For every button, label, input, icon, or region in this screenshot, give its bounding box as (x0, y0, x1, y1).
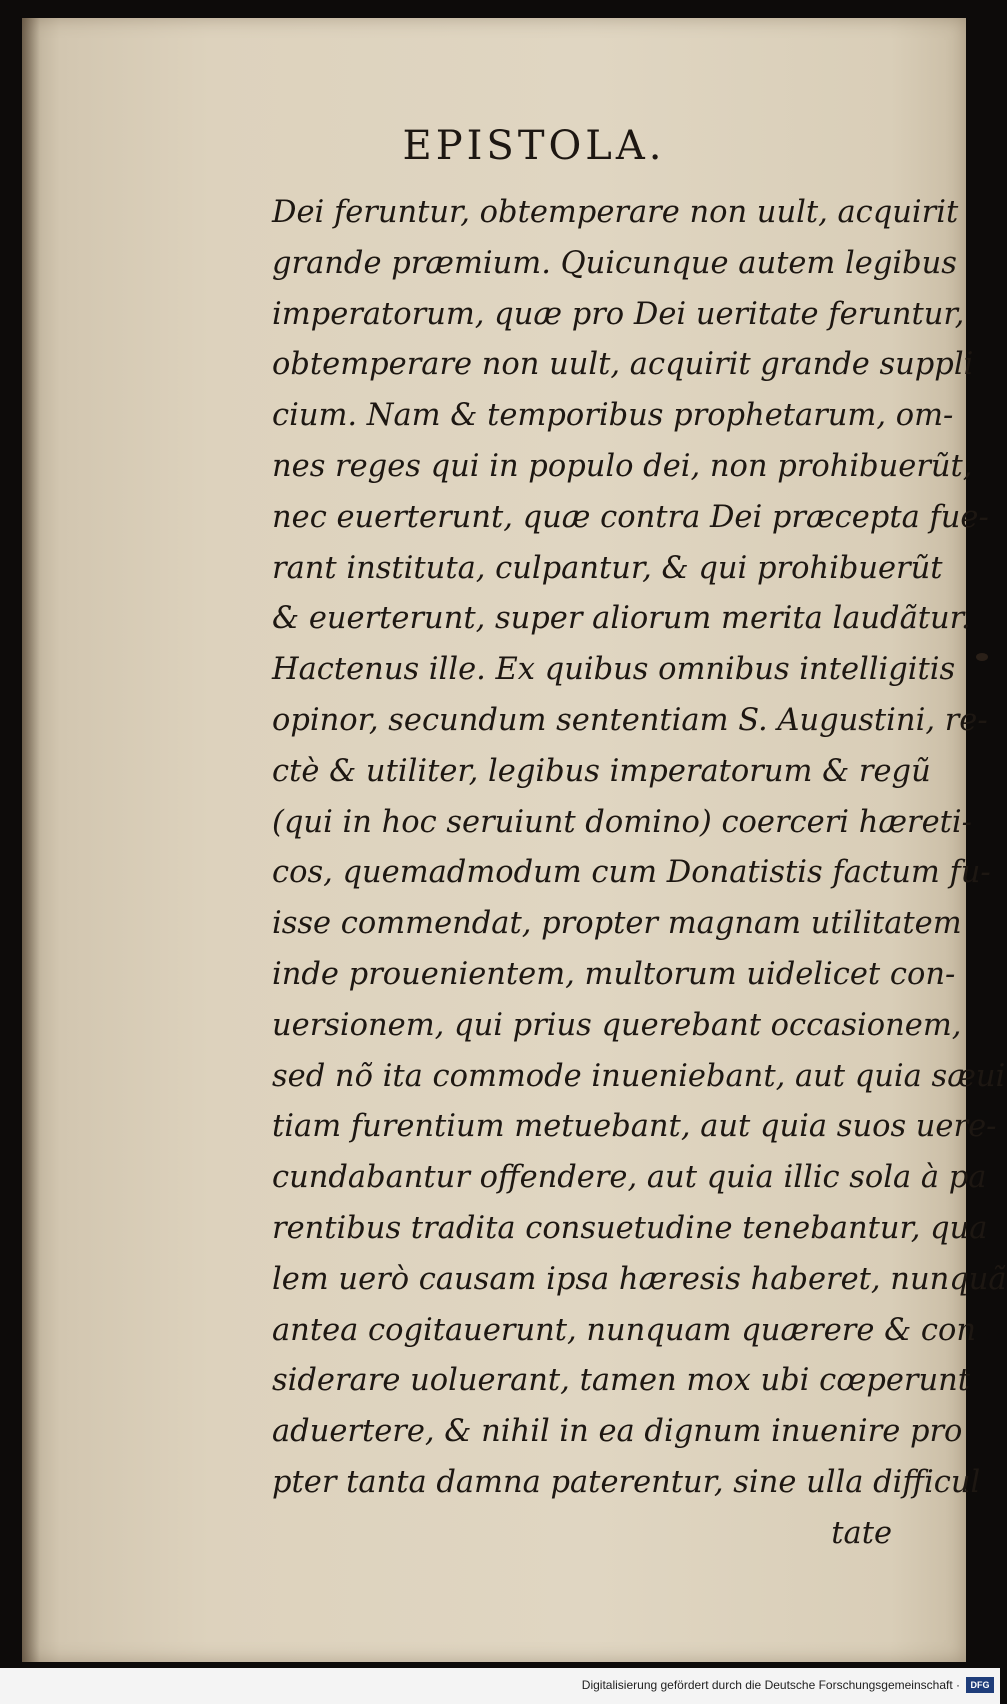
text-line: inde prouenientem, multorum uidelicet con- (272, 956, 956, 992)
text-line: pter tanta damna paterentur, sine ulla difficul (272, 1464, 981, 1500)
text-line: lem uerò causam ipsa hæresis haberet, nunquã (272, 1261, 1007, 1297)
footer-bar (0, 1668, 1000, 1704)
catchword: tate (831, 1515, 892, 1551)
text-line: opinor, secundum sententiam S. Augustini, re- (272, 702, 988, 738)
running-head: EPISTOLA. (402, 123, 666, 169)
text-line: uersionem, qui prius querebant occasionem, (272, 1007, 962, 1043)
text-line: cundabantur offendere, aut quia illic sola à pa (272, 1160, 987, 1196)
page-body (272, 188, 1007, 1560)
text-line: tiam furentium metuebant, aut quia suos uere- (272, 1109, 997, 1145)
text-line: imperatorum, quæ pro Dei ueritate feruntur, (272, 296, 965, 332)
text-line: isse commendat, propter magnam utilitatem (272, 906, 962, 942)
text-line: nec euerterunt, quæ contra Dei præcepta fue- (272, 499, 989, 535)
text-line: cos, quemadmodum cum Donatistis factum fu- (272, 855, 991, 891)
book-page (22, 18, 1007, 1662)
text-line: (qui in hoc seruiunt domino) coerceri hæreti- (272, 804, 972, 840)
text-line: nes reges qui in populo dei, non prohibuerũt, (272, 448, 973, 484)
text-line: antea cogitauerunt, nunquam quærere & con (272, 1312, 977, 1348)
text-line: & euerterunt, super aliorum merita laudãtur. (272, 601, 971, 637)
text-line: siderare uoluerant, tamen mox ubi cœperunt (272, 1363, 971, 1399)
funding-credit: Digitalisierung gefördert durch die Deutsche Forschungsgemeinschaft · (581, 1678, 960, 1692)
text-line: Dei feruntur, obtemperare non uult, acquirit (272, 195, 959, 230)
text-line: aduertere, & nihil in ea dignum inuenire pro (272, 1414, 963, 1450)
text-line: rentibus tradita consuetudine tenebantur, qua (272, 1210, 988, 1246)
text-line: grande præmium. Quicunque autem legibus (272, 245, 957, 281)
text-line: sed nõ ita commode inueniebant, aut quia sæui (272, 1058, 1006, 1094)
gutter-shadow (22, 18, 40, 1662)
text-line: Hactenus ille. Ex quibus omnibus intelligitis (272, 652, 956, 688)
text-line: obtemperare non uult, acquirit grande suppli (272, 347, 974, 383)
text-line: ctè & utiliter, legibus imperatorum & regũ (272, 753, 931, 789)
dfg-logo-icon: DFG (966, 1677, 994, 1693)
text-line: cium. Nam & temporibus prophetarum, om- (272, 398, 954, 434)
text-line: rant instituta, culpantur, & qui prohibuerũt (272, 550, 943, 586)
ink-blot-mark (976, 653, 988, 661)
